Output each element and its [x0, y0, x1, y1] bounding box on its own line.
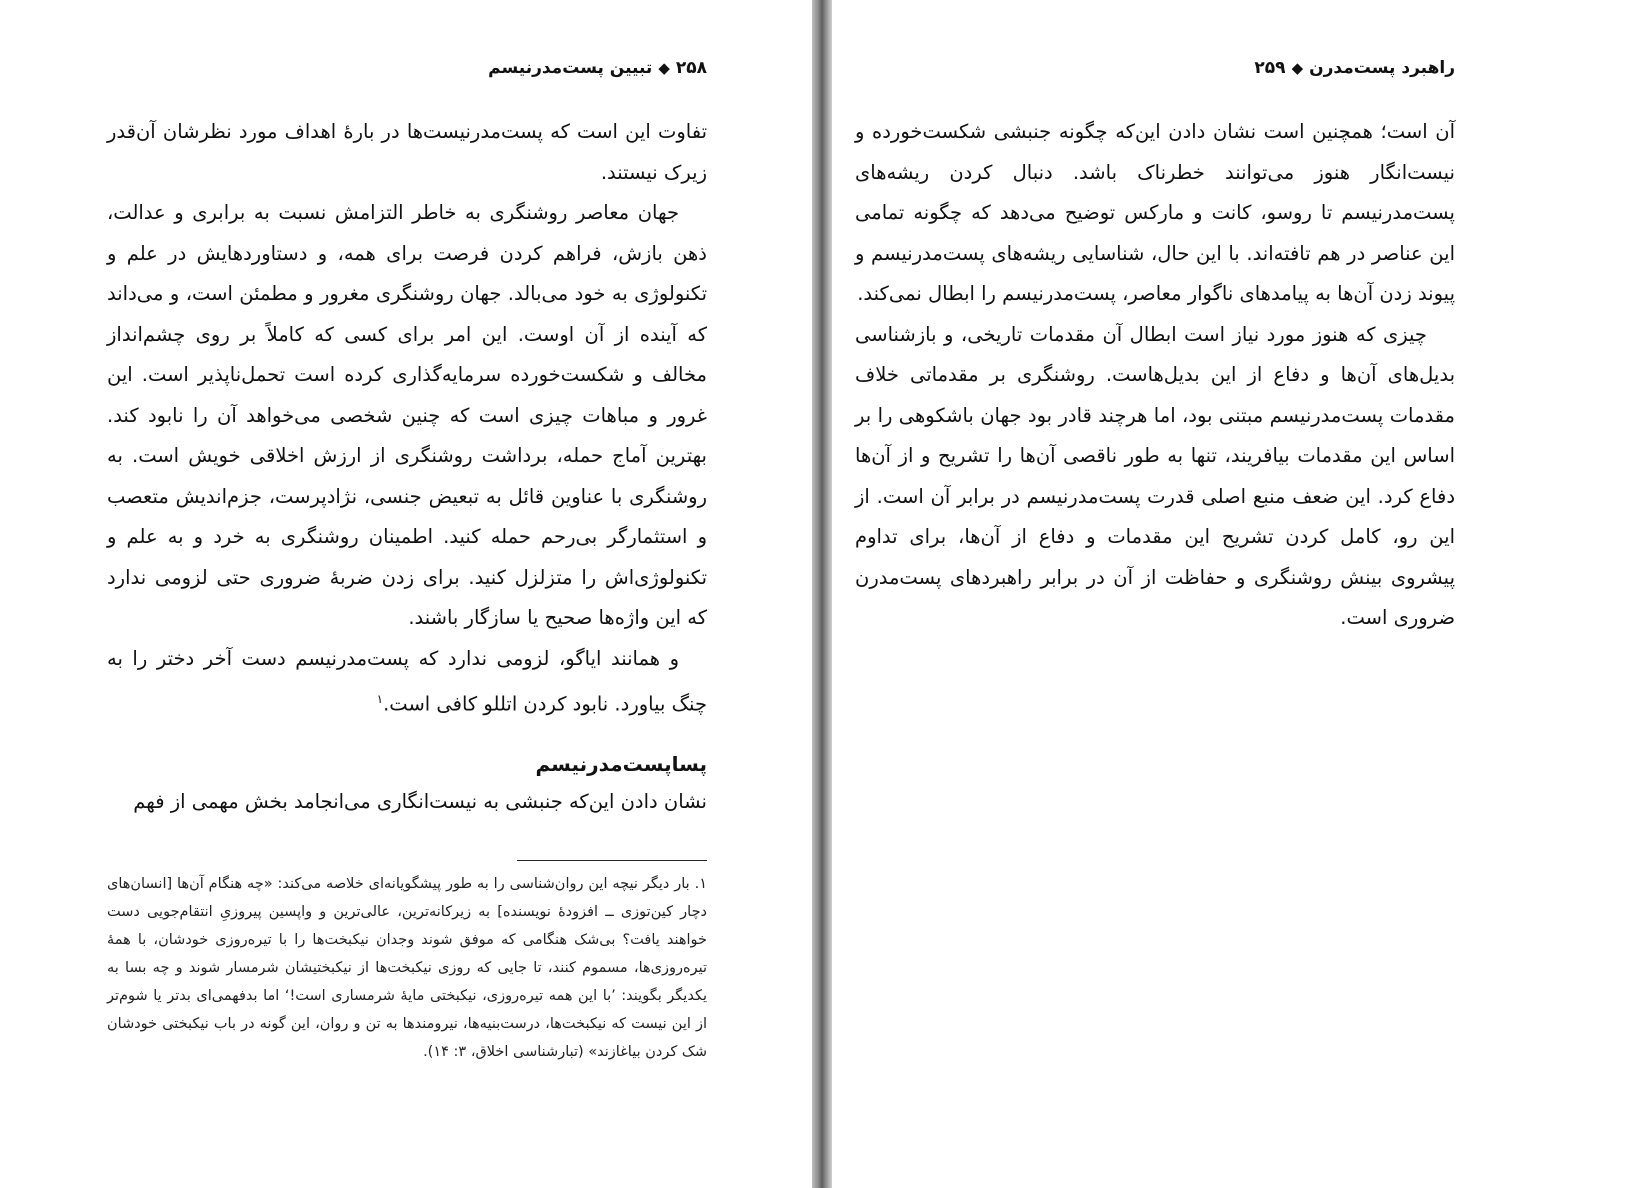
footnote-divider	[517, 860, 707, 861]
diamond-icon: ◆	[1291, 59, 1304, 77]
left-page-header	[488, 58, 707, 78]
right-page-body	[855, 112, 1455, 639]
paragraph: جهان معاصر روشنگری به خاطر التزامش نسبت به برابری و عدالت، ذهن بازش، فراهم کردن فرصت برای همه، و دستاوردهایش در علم و تکنولوژی به خود می‌بالد. جهان روشنگری مغرور و مطمئن است، و می‌داند که آینده از آن اوست. این امر برای کسی که کاملاً بر روی چشم‌انداز مخالف و شکست‌خورده سرمایه‌گذاری کرده است تحمل‌ناپذیر است. این غرور و مباهات چیزی است که چنین شخصی می‌خواهد آن را نابود کند. بهترین آماج حمله، برداشت روشنگری از ارزش اخلاقی خویش است. به روشنگری با عناوین قائل به تبعیض جنسی، نژادپرست، جزم‌اندیش متعصب و استثمارگر بی‌رحم حمله کنید. اطمینان روشنگری به خرد و به علم و تکنولوژی‌اش را متزلزل کنید. برای زدن ضربهٔ ضروری حتی لزومی ندارد که این واژه‌ها صحیح یا سازگار باشند.	[107, 201, 707, 629]
running-title: تبیین پست‌مدرنیسم	[488, 58, 653, 78]
page-number: ۲۵۹	[1254, 58, 1286, 78]
section-heading: پساپست‌مدرنیسم	[535, 752, 707, 776]
left-page	[0, 0, 812, 1188]
paragraph: چیزی که هنوز مورد نیاز است ابطال آن مقدمات تاریخی، و بازشناسی بدیل‌های آن‌ها و دفاع از این بدیل‌هاست. روشنگری بر مقدماتی خلاف مقدمات پست‌مدرنیسم مبتنی بود، اما هرچند قادر بود جهان باشکوهی را بر اساس این مقدمات بیافریند، تنها به طور ناقصی آن‌ها را تشریح و از آن‌ها دفاع کرد. این ضعف منبع اصلی قدرت پست‌مدرنیسم در برابر آن است. از این رو، کامل کردن تشریح این مقدمات و دفاع از آن‌ها، برای تداوم پیشروی بینش روشنگری و حفاظت از آن در برابر راهبردهای پست‌مدرن ضروری است.	[855, 322, 1455, 629]
footnote: ۱. بار دیگر نیچه این روان‌شناسی را به طور پیشگویانه‌ای خلاصه می‌کند: «چه هنگام آن‌ها [انسان‌های دچار کین‌توزی ــ افزودهٔ نویسنده] به زیرکانه‌ترین، عالی‌ترین و واپسین پیروزیِ انتقام‌جویی دست خواهند یافت؟ بی‌شک هنگامی که موفق شوند وجدان نیکبخت‌ها را با تیره‌روزی خودشان، با همهٔ تیره‌روزی‌ها، مسموم کنند، تا جایی که روزی نیکبخت‌ها از نیکبختیشان شرمسار شوند و چه بسا به یکدیگر بگویند: ’با این همه تیره‌روزی، نیکبختی مایهٔ شرمساری است!‘ اما بدفهمی‌ای بدتر یا شوم‌تر از این نیست که نیکبخت‌ها، درست‌بنیه‌ها، نیرومندها به تن و روان، این گونه در باب نیکبختی خودشان شک کردن بیاغازند» (تبارشناسی اخلاق، ۳: ۱۴).	[107, 876, 707, 1060]
running-title: راهبرد پست‌مدرن	[1309, 58, 1455, 78]
left-page-body	[107, 112, 707, 725]
right-page-header	[1254, 58, 1455, 78]
section-paragraph: نشان دادن این‌که جنبشی به نیست‌انگاری می‌انجامد بخش مهمی از فهم	[133, 790, 707, 813]
diamond-icon: ◆	[658, 59, 670, 77]
right-page	[832, 0, 1645, 1188]
book-gutter	[812, 0, 832, 1188]
page-number: ۲۵۸	[675, 58, 707, 78]
paragraph: آن است؛ همچنین است نشان دادن این‌که چگونه جنبشی شکست‌خورده و نیست‌انگار هنوز می‌توانند خطرناک باشد. دنبال کردن ریشه‌های پست‌مدرنیسم تا روسو، کانت و مارکس توضیح می‌دهد که چگونه تمامی این عناصر در هم تافته‌اند. با این حال، شناسایی ریشه‌های پست‌مدرنیسم و پیوند زدن آن‌ها به پیامدهای ناگوار معاصر، پست‌مدرنیسم را ابطال نمی‌کند.	[855, 120, 1455, 305]
paragraph	[107, 639, 707, 726]
paragraph: تفاوت این است که پست‌مدرنیست‌ها در بارهٔ اهداف مورد نظرشان آن‌قدر زیرک نیستند.	[107, 120, 707, 184]
footnote-marker: ۱	[376, 692, 384, 706]
paragraph-text: و همانند ایاگو، لزومی ندارد که پست‌مدرنیسم دست آخر دختر را به چنگ بیاورد. نابود کردن اتللو کافی است.	[107, 646, 707, 716]
